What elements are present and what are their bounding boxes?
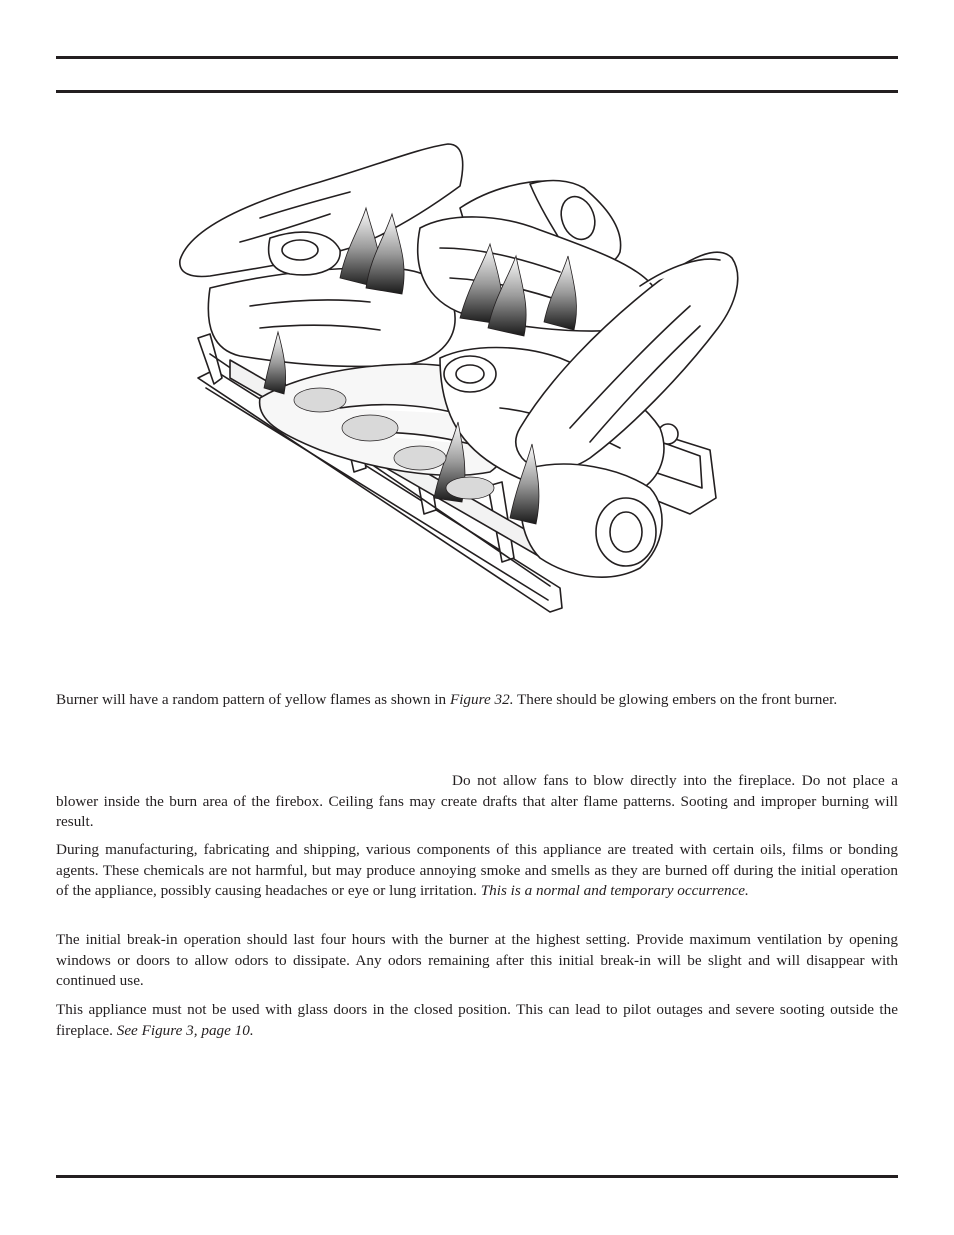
p3-emphasis: This is a normal and temporary occurrence. [480,882,749,900]
header-rule-bottom [56,90,898,93]
p5-text: This appliance must not be used with glass doors in the closed position. This can lead to pilot outages and severe sooting outside the fireplace. [56,1001,898,1039]
paragraph-glass-doors [56,1000,898,1041]
gas-log-set-illustration [170,138,750,620]
paragraph-break-in [56,930,898,992]
p1-text-after: There should be glowing embers on the front burner. [513,691,838,708]
p3-text: During manufacturing, fabricating and shipping, various components of this appliance are treated with certain oils, films or bonding agents. These chemicals are not harmful, but may produce annoying smoke and smells as they are burned off during the initial operation of the appliance, possibly causing headaches or eye or lung irritation. [56,841,898,900]
header-rule-top [56,56,898,59]
paragraph-manufacturing-oils [56,840,898,902]
paragraph-fans-warning [56,771,898,833]
p1-figure-ref: Figure 32. [449,691,514,708]
paragraph-flame-pattern [56,690,898,711]
p1-text-before: Burner will have a random pattern of yellow flames as shown in [56,691,450,708]
footer-rule [56,1175,898,1178]
p5-reference: See Figure 3, page 10. [116,1021,254,1039]
p4-text: The initial break-in operation should last four hours with the burner at the highest setting. Provide maximum ventilation by opening windows or doors to allow odors to dissipate. Any odors remaining after this initial break-in will be slight and will disappear with continued use. [56,931,898,990]
p2-text: Do not allow fans to blow directly into the fireplace. Do not place a blower inside the burn area of the firebox. Ceiling fans may create drafts that alter flame patterns. Sooting and improper burning will result. [56,772,898,831]
